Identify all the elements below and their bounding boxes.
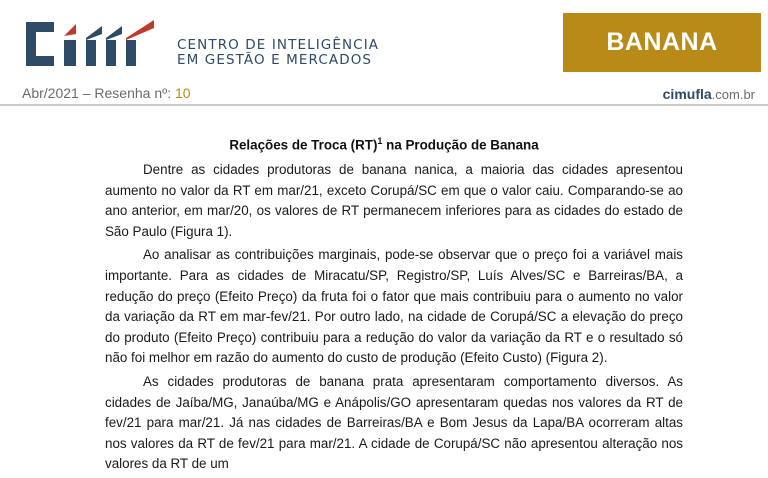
site-domain: .com.br	[711, 87, 755, 102]
title-rest: na Produção de Banana	[382, 137, 539, 153]
paragraph: Dentre as cidades produtoras de banana nanica, a maioria das cidades apresentou aumento no valor da RT em mar/21, exceto Corupá/SC em que o valor caiu. Comparando-se ao ano anterior, em mar/20, os valores de RT permanecem inferiores para as cidades do estado de São Paulo (Figura 1).	[105, 162, 683, 239]
paragraph: Ao analisar as contribuições marginais, pode-se observar que o preço foi a variável mais importante. Para as cidades de Miracatu/SP, Registro/SP, Luís Alves/SC e Barreiras/BA, a redução do preço (Efeito Preço) da fruta foi o fator que mais contribuiu para o aumento no valor da variação da RT em mar-fev/21. Por outro lado, na cidade de Corupá/SC a elevação do preço do produto (Efeito Preço) contribuiu para a redução do valor da variação da RT e o resultado só não foi melhor em razão do aumento do custo de produção (Efeito Custo) (Figura 2).	[105, 247, 683, 366]
site-name: cimufla	[662, 86, 712, 102]
cim-logo	[22, 16, 172, 68]
org-name	[177, 38, 379, 68]
issue-number: 10	[175, 85, 191, 101]
document-body	[105, 160, 683, 478]
commodity-badge: BANANA	[563, 13, 761, 72]
title-footnote-mark: 1	[377, 136, 383, 146]
paragraph: As cidades produtoras de banana prata apresentaram comportamento diversos. As cidades de Jaíba/MG, Janaúba/MG e Anápolis/GO apresentaram quedas nos valores da RT de fev/21 para mar/21. Já nas cidades de Barreiras/BA e Bom Jesus da Lapa/BA ocorreram altas nos valores da RT de fev/21 para mar/21. A cidade de Corupá/SC não apresentou alteração nos valores da RT de um	[105, 373, 683, 472]
org-name-line1: CENTRO DE INTELIGÊNCIA	[177, 37, 380, 53]
issue-info	[22, 85, 191, 101]
issue-prefix: Abr/2021 – Resenha nº:	[22, 85, 175, 101]
document-title	[0, 136, 768, 152]
site-link[interactable]	[663, 86, 755, 102]
title-main: Relações de Troca (RT)	[229, 137, 378, 153]
org-name-line2: EM GESTÃO E MERCADOS	[177, 52, 373, 68]
header-divider	[0, 104, 768, 106]
